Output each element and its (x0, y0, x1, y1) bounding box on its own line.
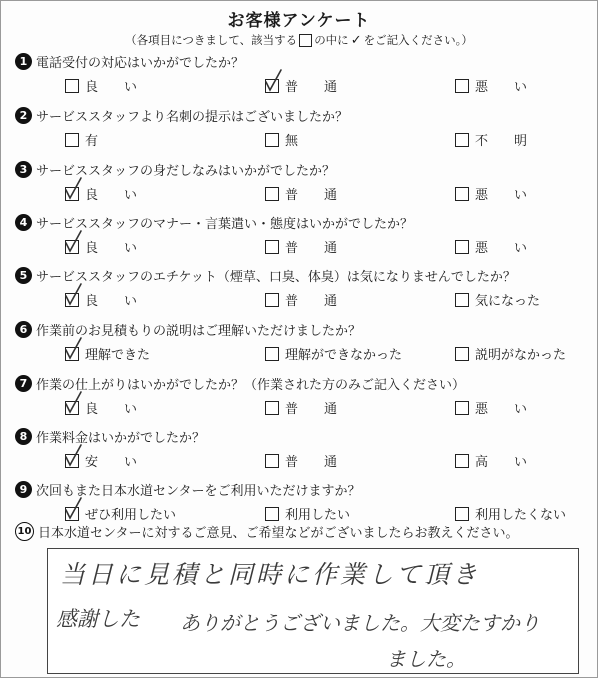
handwritten-line-2b: ありがとうございました。大変たすかり (180, 611, 540, 635)
answer-label: 有 (85, 134, 99, 149)
answer-checkbox[interactable] (455, 454, 469, 468)
answer-option[interactable] (455, 290, 540, 309)
answer-checkbox[interactable] (265, 79, 279, 93)
checkbox-example-icon (299, 34, 312, 47)
answer-option[interactable] (455, 76, 527, 95)
answer-checkbox[interactable] (265, 347, 279, 361)
answer-checkbox[interactable] (65, 401, 79, 415)
question-text: サービススタッフのマナー・言葉遣い・態度はいかがでしたか？ (36, 216, 414, 232)
handwritten-line-3: ました。 (386, 647, 466, 671)
answer-checkbox[interactable] (455, 401, 469, 415)
answer-checkbox[interactable] (455, 79, 469, 93)
question-text: 電話受付の対応はいかがでしたか？ (36, 55, 245, 71)
checkmark-icon (63, 282, 83, 306)
answer-option[interactable] (265, 398, 337, 417)
handwritten-line-2a: 感謝した (56, 607, 140, 631)
question-text: サービススタッフより名刺の提示はございましたか？ (36, 109, 349, 125)
question-6 (15, 319, 589, 361)
answer-option[interactable] (265, 290, 337, 309)
checkmark-icon (263, 68, 283, 92)
question-9 (15, 479, 589, 521)
answer-label: 普 通 (285, 402, 338, 417)
answer-label: 普 通 (285, 294, 338, 309)
answer-label: 利用したくない (475, 508, 567, 523)
answer-option[interactable] (65, 344, 150, 363)
answer-label: 悪 い (475, 241, 528, 256)
question-text: 次回もまた日本水道センターをご利用いただけますか？ (36, 483, 361, 499)
answer-checkbox[interactable] (265, 240, 279, 254)
answer-checkbox[interactable] (455, 347, 469, 361)
answer-checkbox[interactable] (65, 293, 79, 307)
question-text: サービススタッフの身だしなみはいかがでしたか？ (36, 163, 336, 179)
answer-checkbox[interactable] (455, 187, 469, 201)
answer-label: 普 通 (285, 188, 338, 203)
question-text: サービススタッフのエチケット（煙草、口臭、体臭）は気になりませんでしたか？ (36, 269, 516, 285)
answer-option[interactable] (65, 130, 98, 149)
question-number: 4 (15, 214, 32, 231)
answer-option[interactable] (65, 237, 137, 256)
answer-option[interactable] (455, 237, 527, 256)
answer-checkbox[interactable] (265, 507, 279, 521)
question-number: 2 (15, 107, 32, 124)
answer-option[interactable] (455, 184, 527, 203)
answer-option[interactable] (455, 130, 527, 149)
answer-label: 悪 い (475, 188, 528, 203)
question-number: 9 (15, 481, 32, 498)
answer-label: 悪 い (475, 402, 528, 417)
answer-option[interactable] (265, 451, 337, 470)
checkmark-example-icon: ✓ (350, 33, 362, 48)
checkmark-icon (63, 496, 83, 520)
answer-checkbox[interactable] (265, 454, 279, 468)
answer-label: 理解ができなかった (285, 348, 403, 363)
checkmark-icon (63, 229, 83, 253)
answer-checkbox[interactable] (65, 347, 79, 361)
question-10 (15, 521, 589, 541)
question-text: 日本水道センターに対するご意見、ご希望などがございましたらお教えください。 (38, 525, 519, 541)
question-number: 6 (15, 321, 32, 338)
answer-label: ぜひ利用したい (85, 508, 177, 523)
question-number: 7 (15, 375, 32, 392)
question-number: 5 (15, 267, 32, 284)
answer-checkbox[interactable] (65, 187, 79, 201)
answer-option[interactable] (265, 237, 337, 256)
answer-label: 普 通 (285, 80, 338, 95)
answer-label: 説明がなかった (475, 348, 567, 363)
checkmark-icon (63, 176, 83, 200)
handwritten-line-1: 当日に見積と同時に作業して頂き (60, 560, 481, 589)
question-number: 8 (15, 428, 32, 445)
answer-checkbox[interactable] (455, 240, 469, 254)
answer-option[interactable] (65, 398, 137, 417)
answer-checkbox[interactable] (65, 507, 79, 521)
answer-option[interactable] (455, 398, 527, 417)
answer-option[interactable] (455, 344, 566, 363)
answer-label: 安 い (85, 455, 138, 470)
answer-checkbox[interactable] (265, 133, 279, 147)
question-8 (15, 426, 589, 468)
answer-checkbox[interactable] (65, 240, 79, 254)
question-number: 10 (15, 522, 34, 541)
answer-label: 良 い (85, 294, 138, 309)
question-number: 3 (15, 161, 32, 178)
answer-option[interactable] (65, 76, 137, 95)
answer-checkbox[interactable] (65, 133, 79, 147)
answer-label: 良 い (85, 241, 138, 256)
answer-option[interactable] (265, 76, 337, 95)
answer-option[interactable] (65, 184, 137, 203)
answer-label: 良 い (85, 188, 138, 203)
answer-label: 気になった (475, 294, 541, 309)
question-number: 1 (15, 53, 32, 70)
comment-box[interactable] (47, 548, 579, 674)
answer-checkbox[interactable] (455, 133, 469, 147)
answer-label: 良 い (85, 402, 138, 417)
answer-option[interactable] (65, 451, 137, 470)
answer-option[interactable] (265, 184, 337, 203)
question-text: 作業料金はいかがでしたか？ (36, 430, 206, 446)
instruction-mid: の中に (314, 33, 349, 47)
answer-checkbox[interactable] (65, 79, 79, 93)
answer-option[interactable] (265, 130, 298, 149)
answer-option[interactable] (65, 290, 137, 309)
checkmark-icon (63, 336, 83, 360)
form-title: お客様アンケート (227, 11, 371, 31)
answer-checkbox[interactable] (265, 401, 279, 415)
instruction-before: （各項目につきまして、該当する (125, 33, 298, 47)
answer-checkbox[interactable] (265, 293, 279, 307)
question-1 (15, 51, 589, 93)
instruction-after: をご記入ください。） (363, 33, 473, 47)
answer-checkbox[interactable] (455, 293, 469, 307)
answer-checkbox[interactable] (455, 507, 469, 521)
answer-checkbox[interactable] (65, 454, 79, 468)
instruction-text (1, 32, 597, 48)
answer-label: 無 (285, 134, 299, 149)
checkmark-icon (63, 443, 83, 467)
answer-label: 利用したい (285, 508, 351, 523)
answer-label: 理解できた (85, 348, 151, 363)
question-5 (15, 265, 589, 307)
answer-label: 悪 い (475, 80, 528, 95)
question-text: 作業前のお見積もりの説明はご理解いただけましたか？ (36, 323, 362, 339)
answer-checkbox[interactable] (265, 187, 279, 201)
checkmark-icon (63, 390, 83, 414)
answer-label: 良 い (85, 80, 138, 95)
question-2 (15, 105, 589, 147)
answer-label: 普 通 (285, 241, 338, 256)
answer-label: 高 い (475, 455, 528, 470)
question-text: 作業の仕上がりはいかがでしたか？（作業された方のみご記入ください） (36, 377, 466, 393)
answer-option[interactable] (265, 344, 402, 363)
answer-label: 不 明 (475, 134, 528, 149)
question-3 (15, 159, 589, 201)
question-4 (15, 212, 589, 254)
question-7 (15, 373, 589, 415)
answer-option[interactable] (455, 451, 527, 470)
answer-label: 普 通 (285, 455, 338, 470)
